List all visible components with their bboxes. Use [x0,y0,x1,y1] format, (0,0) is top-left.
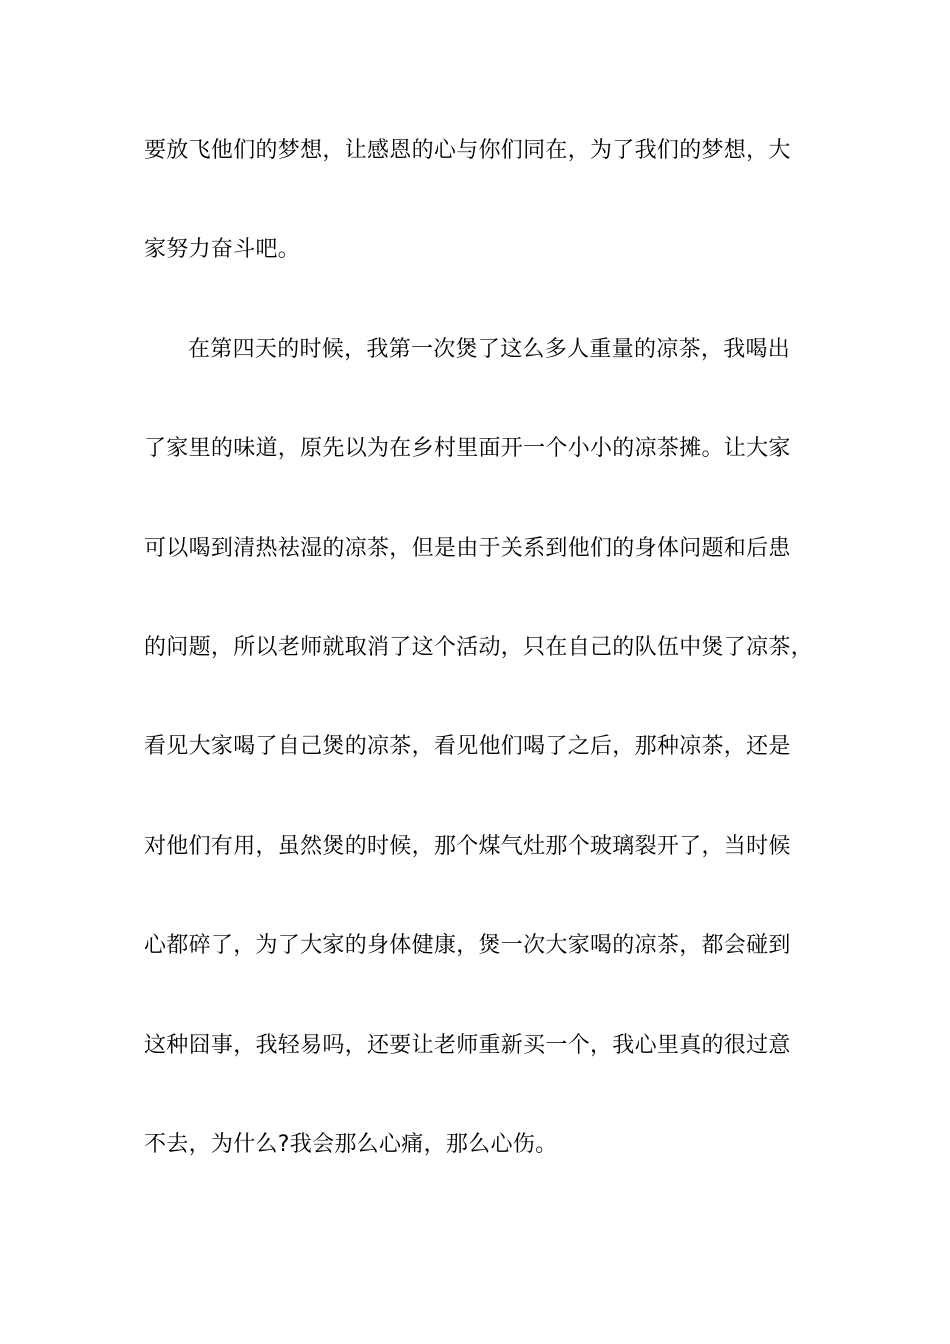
text-line: 不去，为什么?我会那么心痛，那么心伤。 [144,1132,558,1157]
text-line: 在第四天的时候，我第一次煲了这么多人重量的凉茶，我喝出 [188,337,791,362]
text-line: 看见大家喝了自己煲的凉茶，看见他们喝了之后，那种凉茶，还是 [144,734,791,759]
text-line: 对他们有用，虽然煲的时候，那个煤气灶那个玻璃裂开了，当时候 [144,834,791,859]
text-line: 心都碎了，为了大家的身体健康，煲一次大家喝的凉茶，都会碰到 [144,933,791,958]
text-line: 要放飞他们的梦想，让感恩的心与你们同在，为了我们的梦想，大 [144,138,791,163]
text-line: 了家里的味道，原先以为在乡村里面开一个小小的凉茶摊。让大家 [144,436,791,461]
text-line: 的问题，所以老师就取消了这个活动，只在自己的队伍中煲了凉茶， [144,635,814,660]
text-line: 家努力奋斗吧。 [144,237,301,262]
text-line: 这种囧事，我轻易吗，还要让老师重新买一个，我心里真的很过意 [144,1033,791,1058]
text-line: 可以喝到清热祛湿的凉茶，但是由于关系到他们的身体问题和后患 [144,536,791,561]
